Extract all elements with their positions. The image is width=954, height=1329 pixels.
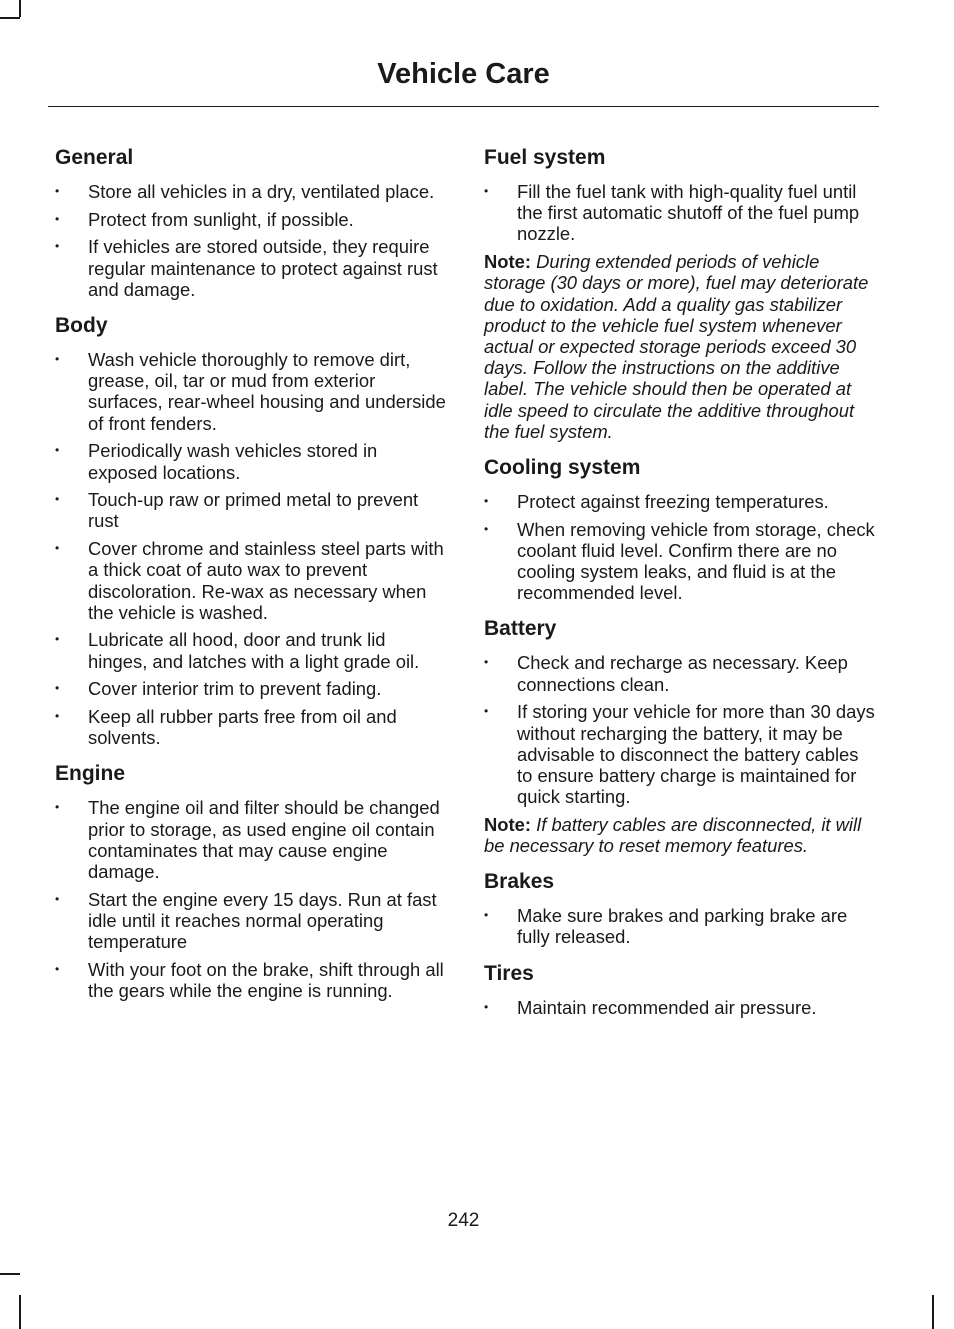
crop-mark-top-left-vertical <box>19 0 21 17</box>
bullet-icon: • <box>484 908 489 923</box>
section-battery <box>484 616 876 856</box>
bullet-icon: • <box>55 492 60 507</box>
section-heading-brakes: Brakes <box>484 870 555 894</box>
bullet-icon: • <box>484 999 489 1014</box>
section-cooling-system <box>484 455 876 604</box>
list-item: • Fill the fuel tank with high-quality fuel until the first automatic shutoff of the fuel pump nozzle. <box>484 181 860 245</box>
section-heading-body: Body <box>55 314 108 338</box>
section-heading-cooling-system: Cooling system <box>484 455 641 479</box>
tires-bullet-list <box>484 997 876 1018</box>
bullet-icon: • <box>55 961 60 976</box>
list-item: • Keep all rubber parts free from oil and solvents. <box>55 706 397 749</box>
note-text: During extended periods of vehicle storage (30 days or more), fuel may deteriorate due to oxidation. Add a quality gas stabilizer product to the vehicle fuel system whenever actual or expected storage periods exceed 30 days. Follow the instructions on the additive label. The vehicle should then be operated at idle speed to circulate the additive throughout the fuel system. <box>484 251 869 442</box>
bullet-icon: • <box>55 352 60 367</box>
bullet-icon: • <box>484 521 489 536</box>
title-divider <box>48 106 879 107</box>
list-item: • Cover interior trim to prevent fading. <box>55 678 382 700</box>
engine-bullet-list <box>55 797 447 1001</box>
note-label: Note: <box>484 251 531 273</box>
bullet-icon: • <box>55 541 60 556</box>
page-title: Vehicle Care <box>377 58 550 90</box>
bullet-icon: • <box>55 800 60 815</box>
crop-mark-bottom-left-horizontal <box>0 1273 20 1275</box>
section-general <box>55 145 447 300</box>
section-tires <box>484 961 876 1018</box>
list-item: • Lubricate all hood, door and trunk lid hinges, and latches with a light grade oil. <box>55 629 420 672</box>
crop-mark-bottom-right-vertical <box>932 1295 934 1329</box>
list-item: • Maintain recommended air pressure. <box>484 996 817 1018</box>
list-item: • Cover chrome and stainless steel parts with a thick coat of auto wax to prevent discoloration. Re-wax as necessary when the vehicle is washed. <box>55 538 444 623</box>
list-item: • Protect against freezing temperatures. <box>484 490 829 512</box>
section-brakes <box>484 869 876 947</box>
list-item: • The engine oil and filter should be changed prior to storage, as used engine oil contain contaminates that may cause engine damage. <box>55 797 440 883</box>
list-item: • Protect from sunlight, if possible. <box>55 208 354 230</box>
page-number: 242 <box>447 1210 480 1231</box>
section-engine <box>55 761 447 1001</box>
bullet-icon: • <box>55 239 60 254</box>
crop-mark-bottom-left-vertical <box>19 1295 21 1329</box>
list-item: • Wash vehicle thoroughly to remove dirt, grease, oil, tar or mud from exterior surfaces, rear-wheel housing and underside of front fenders. <box>55 349 446 434</box>
bullet-icon: • <box>55 184 60 198</box>
bullet-icon: • <box>55 891 60 906</box>
bullet-icon: • <box>55 632 60 647</box>
note-label: Note: <box>484 813 531 835</box>
bullet-icon: • <box>55 681 60 696</box>
section-heading-battery: Battery <box>484 617 557 641</box>
list-item: • Store all vehicles in a dry, ventilated place. <box>55 181 435 202</box>
list-item: • Periodically wash vehicles stored in exposed locations. <box>55 440 378 483</box>
list-item: • With your foot on the brake, shift through all the gears while the engine is running. <box>55 958 444 1002</box>
bullet-icon: • <box>484 184 489 198</box>
list-item: • If storing your vehicle for more than 30 days without recharging the battery, it may be advisable to disconnect the battery cables to ensure battery charge is maintained for quick starting. <box>484 701 875 808</box>
bullet-icon: • <box>55 709 60 724</box>
list-item: • Touch-up raw or primed metal to prevent rust <box>55 489 419 532</box>
left-column <box>55 145 447 1014</box>
bullet-icon: • <box>484 493 489 508</box>
right-column <box>484 145 876 1031</box>
list-item: • Make sure brakes and parking brake are fully released. <box>484 905 848 948</box>
fuel-system-note <box>484 251 876 442</box>
battery-note <box>484 814 876 856</box>
bullet-icon: • <box>484 704 489 719</box>
bullet-icon: • <box>55 443 60 458</box>
battery-bullet-list <box>484 652 876 807</box>
fuel-system-bullet-list <box>484 181 876 245</box>
section-heading-fuel-system: Fuel system <box>484 146 606 169</box>
list-item: • If vehicles are stored outside, they require regular maintenance to protect against rust and damage. <box>55 236 438 300</box>
list-item: • When removing vehicle from storage, check coolant fluid level. Confirm there are no cooling system leaks, and fluid is at the recommended level. <box>484 518 875 604</box>
list-item: • Check and recharge as necessary. Keep connections clean. <box>484 652 848 695</box>
bullet-icon: • <box>55 211 60 226</box>
list-item: • Start the engine every 15 days. Run at fast idle until it reaches normal operating temperature <box>55 888 437 953</box>
general-bullet-list <box>55 181 447 300</box>
note-text: If battery cables are disconnected, it will be necessary to reset memory features. <box>484 813 862 857</box>
section-heading-engine: Engine <box>55 762 126 786</box>
section-fuel-system <box>484 145 876 442</box>
crop-mark-top-left-horizontal <box>0 17 20 19</box>
section-heading-tires: Tires <box>484 961 534 985</box>
cooling-system-bullet-list <box>484 491 876 604</box>
section-heading-general: General <box>55 146 134 169</box>
section-body <box>55 313 447 748</box>
bullet-icon: • <box>484 655 489 670</box>
brakes-bullet-list <box>484 905 876 947</box>
body-bullet-list <box>55 349 447 748</box>
